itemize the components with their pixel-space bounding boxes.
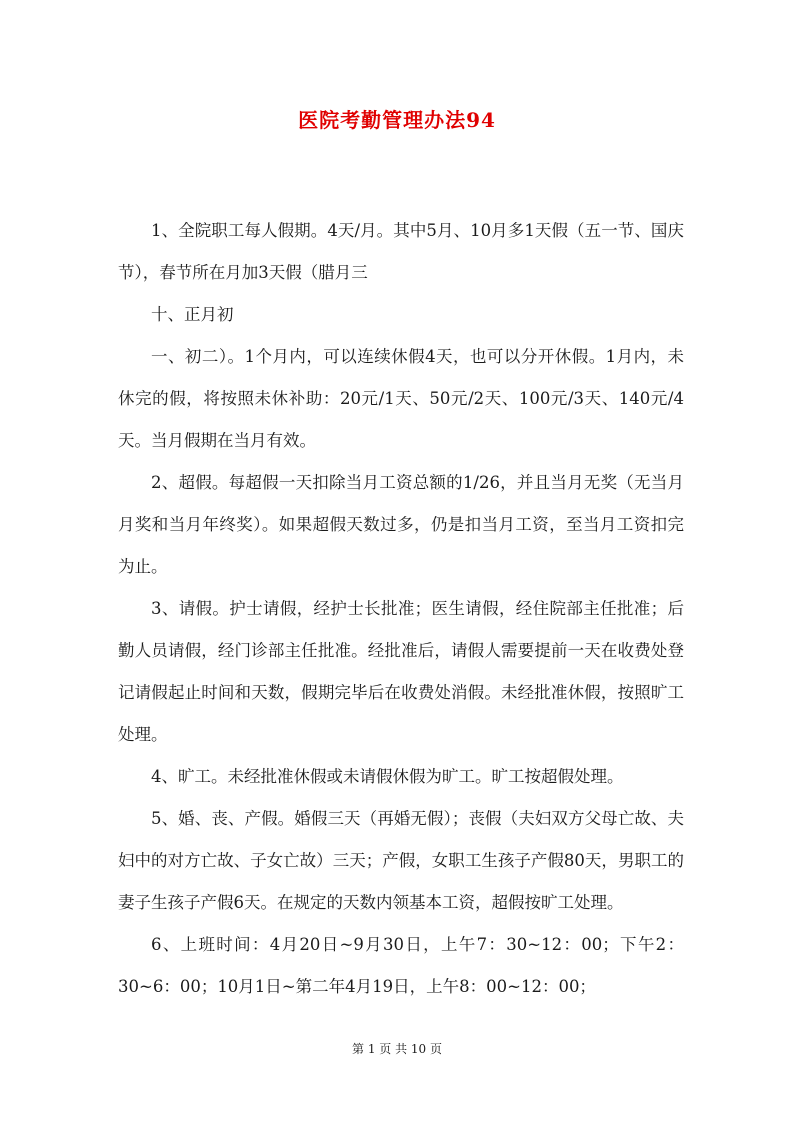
page-footer: 第 1 页 共 10 页 (352, 1042, 442, 1056)
paragraph-4: 2、超假。每超假一天扣除当月工资总额的1/26，并且当月无奖（无当月月奖和当月年终奖）。如果超假天数过多，仍是扣当月工资，至当月工资扣完为止。 (118, 473, 684, 576)
paragraph-8: 6、上班时间：4月20日~9月30日，上午7：30~12：00；下午2：30~6：00；10月1日~第二年4月19日，上午8：00~12：00； (118, 935, 684, 996)
paragraph-7: 5、婚、丧、产假。婚假三天（再婚无假）；丧假（夫妇双方父母亡故、夫妇中的对方亡故、子女亡故）三天；产假，女职工生孩子产假80天，男职工的妻子生孩子产假6天。在规定的天数内领基本工资，超假按旷工处理。 (118, 809, 684, 912)
paragraph-5: 3、请假。护士请假，经护士长批准；医生请假，经住院部主任批准；后勤人员请假，经门诊部主任批准。经批准后，请假人需要提前一天在收费处登记请假起止时间和天数，假期完毕后在收费处消假。未经批准休假，按照旷工处理。 (118, 599, 684, 744)
paragraph-3: 一、初二）。1个月内，可以连续休假4天，也可以分开休假。1月内，未休完的假，将按照未休补助：20元/1天、50元/2天、100元/3天、140元/4天。当月假期在当月有效。 (118, 347, 684, 450)
paragraph-6: 4、旷工。未经批准休假或未请假休假为旷工。旷工按超假处理。 (151, 767, 624, 786)
document-body (118, 210, 684, 1008)
paragraph-2: 十、正月初 (151, 305, 234, 324)
paragraph-1: 1、全院职工每人假期。4天/月。其中5月、10月多1天假（五一节、国庆节），春节所在月加3天假（腊月三 (118, 221, 684, 282)
document-title: 医院考勤管理办法94 (298, 108, 496, 132)
